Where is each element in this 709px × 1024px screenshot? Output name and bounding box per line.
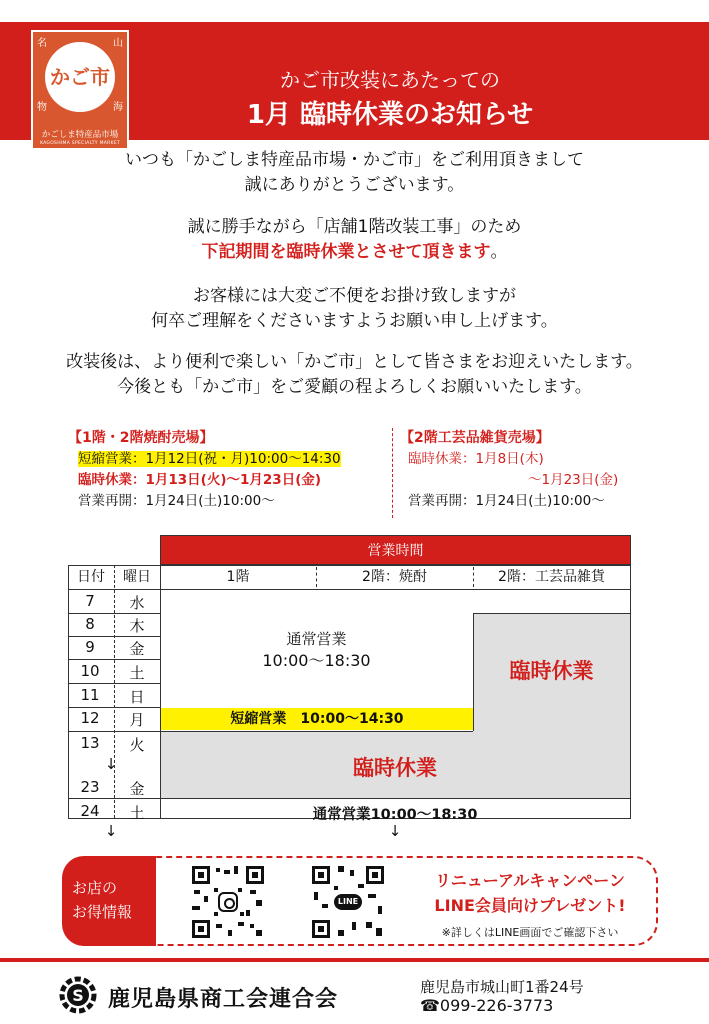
line-qr[interactable] bbox=[310, 864, 386, 940]
intro-p2-line2 bbox=[0, 240, 709, 265]
row-line bbox=[68, 636, 160, 637]
org-logo-icon bbox=[58, 975, 98, 1015]
line-icon: LINE bbox=[334, 894, 362, 910]
row-line bbox=[68, 613, 160, 614]
col-1f-header: 1階 bbox=[226, 569, 250, 585]
row-day: 9 bbox=[85, 638, 95, 656]
header-banner bbox=[0, 22, 709, 146]
crafts-region-border-top bbox=[473, 613, 630, 614]
promo-text bbox=[410, 868, 650, 918]
row-weekday: 土 bbox=[129, 664, 145, 682]
arrow-down: ↓ bbox=[104, 822, 118, 840]
row-day: 13 bbox=[80, 734, 100, 752]
closure-notice-tail: 。 bbox=[490, 242, 508, 262]
hours-header: 営業時間 bbox=[160, 535, 631, 565]
logo-corner-tl: 名 bbox=[37, 38, 47, 49]
normal-hours: 10:00～18:30 bbox=[262, 651, 371, 670]
day-weekday-divider bbox=[114, 565, 116, 818]
row-line bbox=[68, 659, 160, 660]
row-weekday: 火 bbox=[129, 736, 145, 754]
row-day: 8 bbox=[85, 615, 95, 633]
intro-p4-line1: 改装後は、より便利で楽しい「かご市」として皆さまをお迎えいたします。 bbox=[66, 352, 643, 372]
row-day: 11 bbox=[80, 686, 100, 704]
closure-notice: 下記期間を臨時休業とさせて頂きます bbox=[201, 242, 491, 262]
col-2f-crafts-header: 2階：工芸品雑貨 bbox=[498, 569, 605, 585]
row-line bbox=[68, 683, 160, 684]
intro-paragraph-4 bbox=[0, 350, 709, 400]
intro-p2-line1: 誠に勝手ながら「店舗1階改装工事」のため bbox=[187, 217, 522, 237]
logo-subtitle: KAGOSHIMA SPECIALTY MARKET bbox=[39, 141, 121, 146]
arrow-down: ↓ bbox=[104, 755, 118, 773]
logo-corner-bl: 物 bbox=[37, 102, 47, 113]
closed-line-right-1: 臨時休業：1月8日(木) bbox=[408, 451, 544, 467]
org-address: 鹿児島市城山町1番24号 bbox=[420, 978, 584, 996]
logo-corner-tr: 山 bbox=[113, 38, 123, 49]
intro-p4-line2: 今後とも「かご市」をご愛顧の程よろしくお願いいたします。 bbox=[117, 377, 592, 397]
instagram-icon bbox=[218, 892, 238, 912]
intro-paragraph-2 bbox=[0, 215, 709, 265]
short-hours-line: 短縮営業：1月12日(祝・月)10:00～14:30 bbox=[78, 451, 341, 467]
intro-p1-line2: 誠にありがとうございます。 bbox=[244, 175, 465, 195]
closed-line-right-2: ～1月23日(金) bbox=[528, 472, 619, 488]
header-title-line1: かご市改装にあたっての bbox=[280, 68, 500, 92]
org-name: 鹿児島県商工会連合会 bbox=[108, 987, 339, 1012]
normal-label: 通常営業 bbox=[286, 630, 347, 648]
promo-note: ※詳しくはLINE画面でご確認下さい bbox=[441, 926, 619, 939]
logo-circle bbox=[45, 42, 115, 112]
section-1f-2f-shochu bbox=[68, 428, 388, 512]
col-divider-1 bbox=[316, 567, 317, 587]
intro-p3-line2: 何卒ご理解をくださいますようお願い申し上げます。 bbox=[151, 311, 558, 331]
closed-line-left: 臨時休業：1月13日(火)～1月23日(金) bbox=[78, 472, 322, 488]
logo-corner-br: 海 bbox=[113, 102, 123, 113]
col-divider-2 bbox=[473, 567, 474, 587]
promo-text-line1: リニューアルキャンペーン bbox=[435, 871, 625, 890]
section-2f-crafts bbox=[400, 428, 700, 512]
all-closed-label: 臨時休業 bbox=[353, 756, 437, 780]
reopen-arrow: ↓ bbox=[388, 822, 402, 840]
row-line bbox=[68, 731, 160, 732]
row-day: 12 bbox=[80, 709, 100, 727]
crafts-closed-label: 臨時休業 bbox=[509, 659, 594, 683]
section-divider bbox=[392, 428, 393, 518]
col-2f-shochu-header: 2階：焼酎 bbox=[362, 569, 427, 585]
row-day: 10 bbox=[80, 662, 100, 680]
promo-tab-line1: お店の bbox=[72, 879, 118, 897]
promo-tab-line2: お得情報 bbox=[72, 903, 133, 921]
row-weekday: 日 bbox=[129, 688, 145, 706]
promo-text-line2: LINE会員向けプレゼント! bbox=[434, 896, 626, 915]
reopen-line-right: 営業再開：1月24日(土)10:00～ bbox=[408, 493, 605, 509]
all-closed-border-top bbox=[160, 731, 473, 732]
kagoichi-logo bbox=[31, 30, 129, 150]
logo-mark: かご市 bbox=[50, 65, 110, 89]
instagram-qr[interactable] bbox=[190, 864, 266, 940]
row-weekday: 月 bbox=[129, 711, 145, 729]
row-weekday: 金 bbox=[129, 780, 145, 798]
row-day: 24 bbox=[80, 802, 100, 820]
section-right-heading: 【2階工芸品雑貨売場】 bbox=[400, 430, 550, 446]
col-weekday-header: 曜日 bbox=[123, 569, 151, 585]
col-day-header: 日付 bbox=[77, 569, 105, 585]
intro-paragraph-1 bbox=[0, 148, 709, 198]
promo-tab bbox=[62, 856, 156, 946]
intro-p3-line1: お客様には大変ご不便をお掛け致しますが bbox=[193, 286, 516, 306]
row-day: 7 bbox=[85, 592, 95, 610]
row-day: 23 bbox=[80, 778, 100, 796]
row-weekday: 水 bbox=[129, 594, 145, 612]
logo-name: かごしま特産品市場 bbox=[41, 130, 119, 140]
intro-p1-line1: いつも「かごしま特産品市場・かご市」をご利用頂きまして bbox=[125, 150, 584, 170]
section-left-heading: 【1階・2階焼酎売場】 bbox=[68, 430, 214, 446]
row-weekday: 木 bbox=[129, 617, 145, 635]
header-row-line bbox=[68, 589, 631, 590]
reopen-normal-label: 通常営業10:00～18:30 bbox=[312, 807, 478, 823]
row-line bbox=[68, 707, 160, 708]
footer-divider bbox=[0, 958, 709, 962]
reopen-line-left: 営業再開：1月24日(土)10:00～ bbox=[78, 493, 275, 509]
header-title-line2: 1月 臨時休業のお知らせ bbox=[246, 100, 534, 130]
svg-text:S: S bbox=[72, 986, 84, 1005]
row-weekday: 土 bbox=[129, 804, 145, 822]
intro-paragraph-3 bbox=[0, 284, 709, 334]
normal-hours-block bbox=[160, 628, 473, 672]
row-weekday: 金 bbox=[129, 640, 145, 658]
org-phone: ☎099-226-3773 bbox=[420, 996, 554, 1015]
short-hours-bar: 短縮営業 10:00～14:30 bbox=[161, 708, 473, 730]
